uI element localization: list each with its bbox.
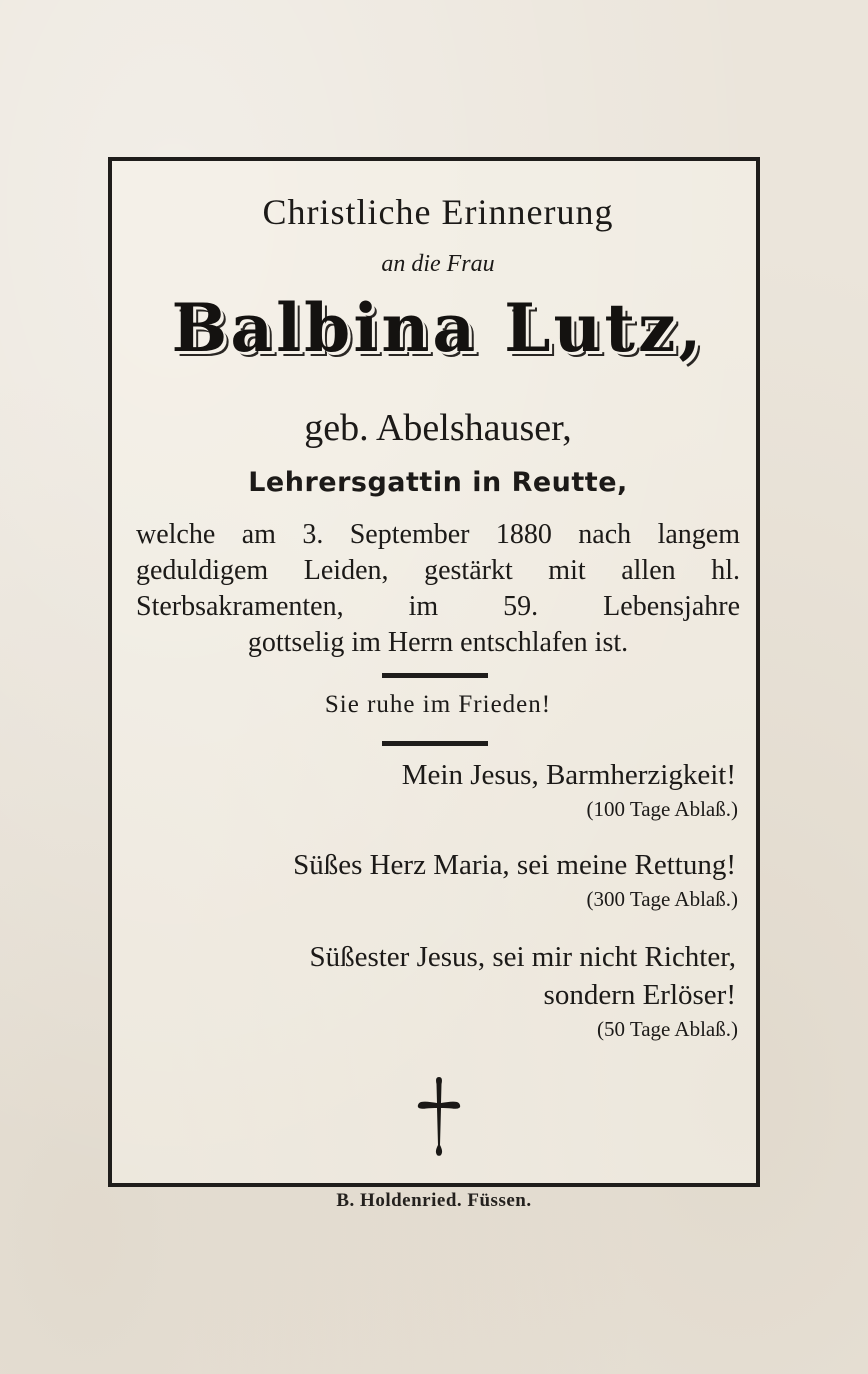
card-subheading: an die Frau	[381, 251, 495, 277]
prayer-line: sondern Erlöser!	[543, 979, 736, 1011]
cross-icon	[417, 1075, 461, 1157]
prayer-line: Mein Jesus, Barmherzigkeit!	[401, 759, 736, 791]
prayer-line: Süßes Herz Maria, sei meine Rettung!	[293, 849, 736, 881]
paragraph-line: Sterbsakramenten, im 59. Lebensjahre	[136, 591, 740, 622]
indulgence-note: (50 Tage Ablaß.)	[596, 1017, 738, 1041]
printer-imprint: B. Holdenried. Füssen.	[336, 1190, 532, 1211]
death-notice-paragraph	[136, 517, 740, 661]
maiden-name: geb. Abelshauser,	[304, 407, 572, 449]
divider-rule	[382, 673, 488, 678]
deceased-name: Balbina Lutz,	[171, 289, 705, 367]
occupation: Lehrersgattin in Reutte,	[248, 467, 628, 498]
paragraph-line: geduldigem Leiden, gestärkt mit allen hl.	[136, 555, 740, 586]
paragraph-line: welche am 3. September 1880 nach langem	[136, 519, 740, 550]
card-heading: Christliche Erinnerung	[262, 192, 614, 232]
paragraph-line: gottselig im Herrn entschlafen ist.	[247, 627, 629, 658]
rest-in-peace: Sie ruhe im Frieden!	[324, 691, 552, 718]
memorial-card	[108, 157, 760, 1187]
indulgence-note: (100 Tage Ablaß.)	[586, 797, 738, 821]
divider-rule	[382, 741, 488, 746]
indulgence-note: (300 Tage Ablaß.)	[586, 887, 738, 911]
prayer-line: Süßester Jesus, sei mir nicht Richter,	[309, 941, 736, 973]
